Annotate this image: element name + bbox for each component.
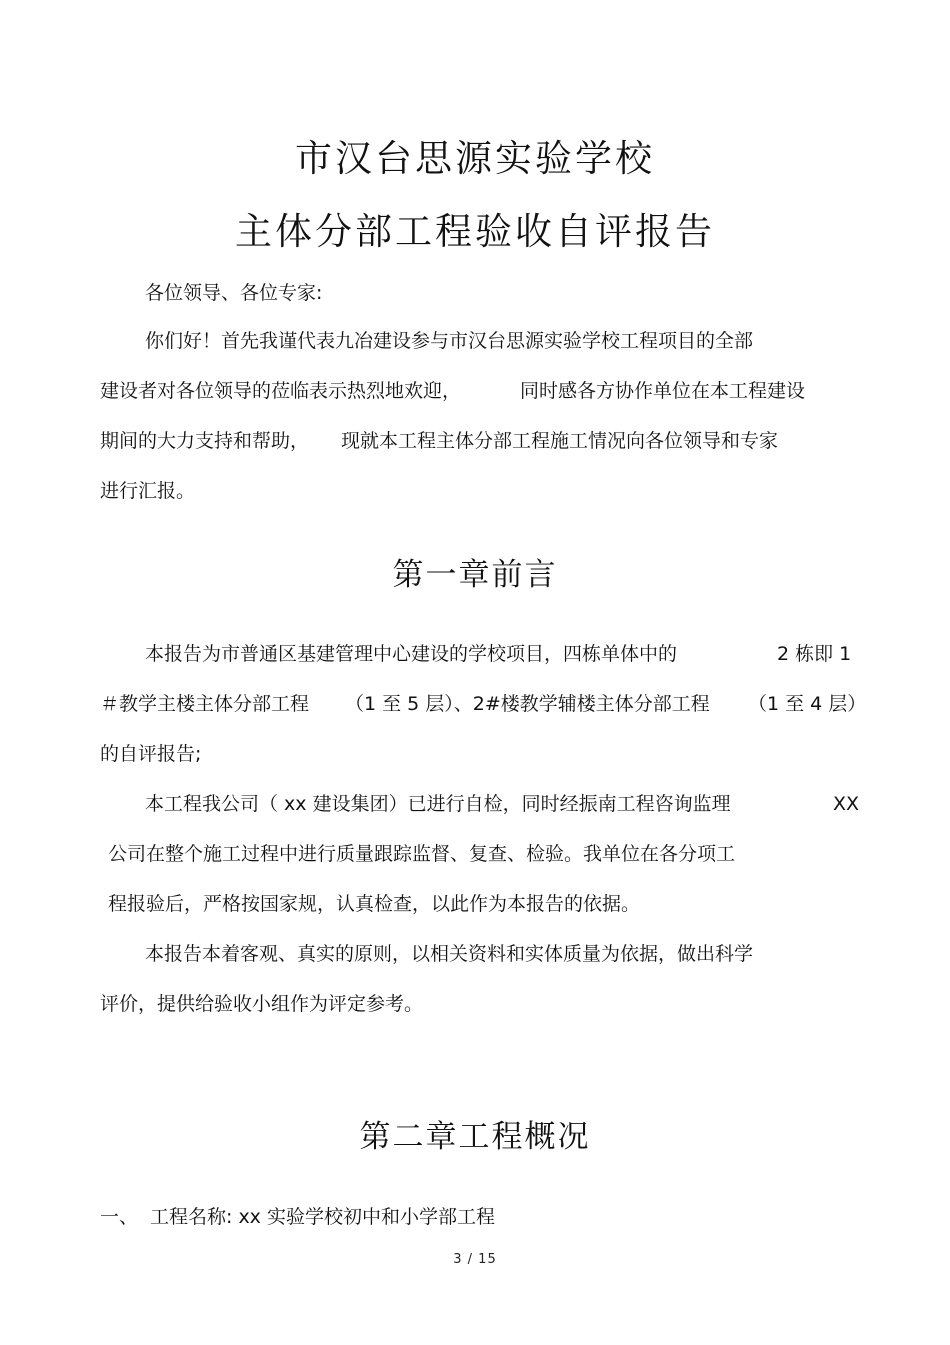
chapter1-p2-line: 本工程我公司（ xx 建设集团）已进行自检，同时经振南工程咨询监理 (145, 793, 731, 815)
intro-line: 你们好！首先我谨代表九冶建设参与市汉台思源实验学校工程项目的全部 (145, 330, 754, 352)
page-number: 3 / 15 (453, 1252, 497, 1267)
intro-line: 期间的大力支持和帮助， (100, 430, 310, 452)
chapter1-p2-line: 公司在整个施工过程中进行质量跟踪监督、复查、检验。我单位在各分项工 (108, 843, 736, 865)
chapter1-p1-line: （1 至 5 层）、2#楼教学辅楼主体分部工程 (345, 693, 710, 715)
chapter2-item1-number: 一、 (100, 1206, 139, 1228)
chapter1-heading: 第一章前言 (392, 557, 558, 593)
intro-line: 现就本工程主体分部工程施工情况向各位领导和专家 (341, 430, 779, 452)
chapter1-p1-line: 2 栋即 1 (777, 643, 852, 665)
document-title-line1: 市汉台思源实验学校 (295, 137, 655, 180)
intro-line: 同时感各方协作单位在本工程建设 (520, 380, 806, 402)
chapter1-p1-line: （1 至 4 层） (748, 693, 867, 715)
chapter1-p1-line: 的自评报告; (100, 743, 202, 765)
chapter2-item1-text: 工程名称: xx 实验学校初中和小学部工程 (150, 1206, 495, 1228)
chapter1-p1-line: ＃教学主楼主体分部工程 (100, 693, 310, 715)
chapter1-p3-line: 评价，提供给验收小组作为评定参考。 (100, 993, 424, 1015)
chapter2-heading: 第二章工程概况 (359, 1119, 591, 1155)
intro-line: 建设者对各位领导的莅临表示热烈地欢迎， (100, 380, 462, 402)
document-title-line2: 主体分部工程验收自评报告 (235, 210, 715, 253)
chapter1-p2-line: 程报验后，严格按国家规，认真检查，以此作为本报告的依据。 (108, 893, 641, 915)
chapter1-p3-line: 本报告本着客观、真实的原则，以相关资料和实体质量为依据，做出科学 (145, 943, 754, 965)
chapter1-p2-line: XX (833, 793, 860, 815)
intro-line: 进行汇报。 (100, 480, 196, 502)
greeting: 各位领导、各位专家: (145, 282, 323, 304)
chapter1-p1-line: 本报告为市普通区基建管理中心建设的学校项目，四栋单体中的 (145, 643, 678, 665)
